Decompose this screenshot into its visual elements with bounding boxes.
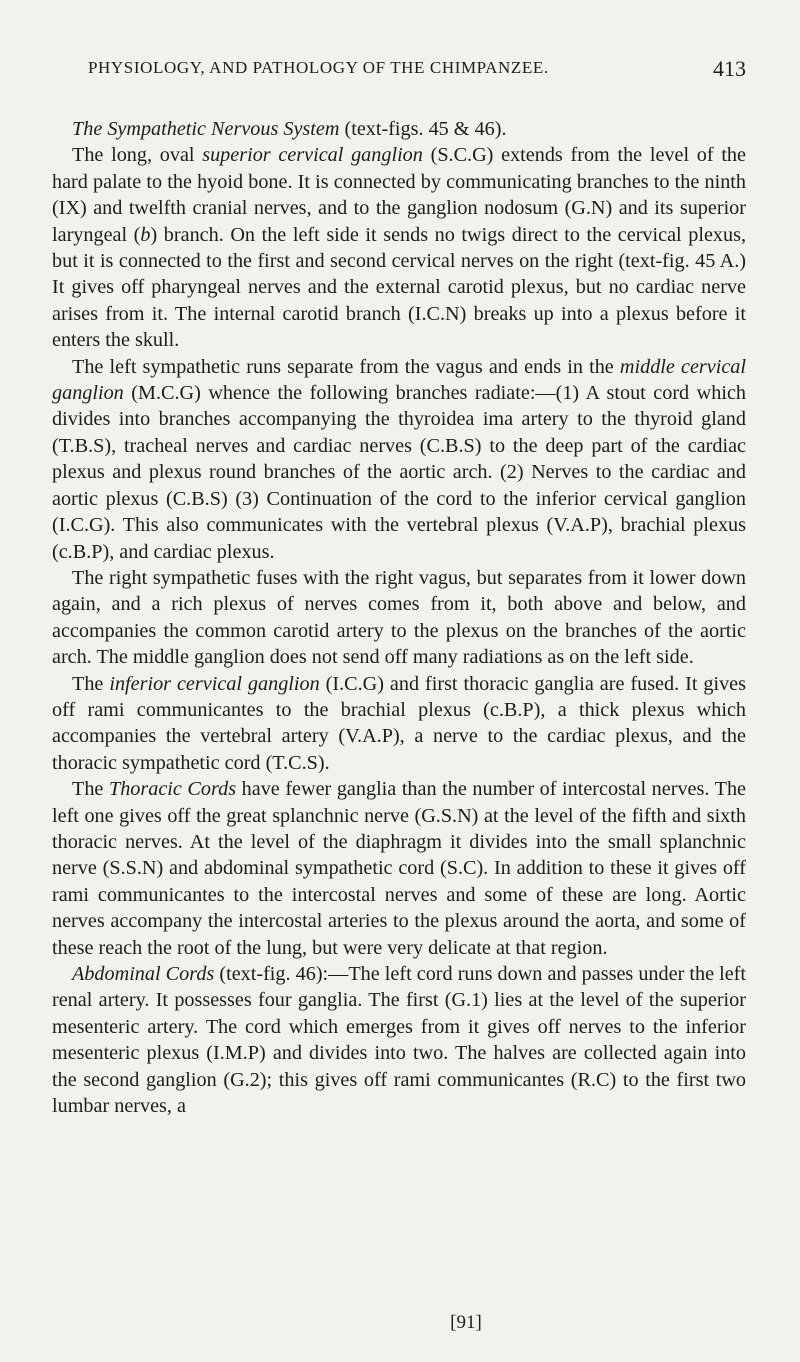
term-b: b (140, 223, 151, 246)
page-number: 413 (713, 56, 746, 81)
paragraph-superior-cervical-ganglion: The long, oval superior cervical ganglion (S.C.G) extends from the level of the hard palate to the hyoid bone. It is connected by communicating branches to the ninth (IX) and twelfth cranial nerves, and to the ganglion nodosum (G.N) and its superior laryngeal (b) branch. On the left side it sends no twigs direct to the cervical plexus, but it is connected to the first and second cervical nerves on the right (text-fig. 45 A.) It gives off pharyngeal nerves and the external carotid plexus, but no cardiac nerve arises from it. The internal carotid branch (I.C.N) breaks up into a plexus before it enters the skull. (52, 144, 746, 352)
paragraph-thoracic-cords: The Thoracic Cords have fewer ganglia than the number of intercostal nerves. The left one gives off the great splanchnic nerve (G.S.N) at the level of the fifth and sixth thoracic nerves. At the level of the diaphragm it divides into the small splanchnic nerve (S.S.N) and abdominal sympathetic cord (S.C). In addition to these it gives off rami communicantes to the intercostal nerves and some of these are long. Aortic nerves accompany the intercostal arteries to the plexus around the aorta, and some of these reach the root of the lung, but were very delicate at that region. (52, 778, 747, 959)
body-text (52, 116, 746, 1119)
section-heading (52, 116, 746, 142)
term-superior-cervical-ganglion: superior cervical ganglion (202, 144, 423, 167)
term-middle-cervical-ganglion: middle cervical ganglion (52, 355, 746, 405)
paragraph-abdominal-cords: Abdominal Cords (text-fig. 46):—The left cord runs down and passes under the left renal artery. It possesses four ganglia. The first (G.1) lies at the level of the superior mesenteric artery. The cord which emerges from it gives off nerves to the inferior mesenteric plexus (I.M.P) and divides into two. The halves are collected again into the second ganglion (G.2); this gives off rami communicantes (R.C) to the first two lumbar nerves, a (52, 963, 747, 1118)
running-head (52, 58, 746, 92)
term-thoracic-cords: Thoracic Cords (108, 778, 237, 801)
term-abdominal-cords: Abdominal Cords (72, 963, 215, 985)
running-title: PHYSIOLOGY, AND PATHOLOGY OF THE CHIMPANZEE. (88, 58, 549, 77)
paragraph-inferior-cervical-ganglion: The inferior cervical ganglion (I.C.G) and first thoracic ganglia are fused. It gives off rami communicantes to the brachial plexus (c.B.P), a thick plexus which accompanies the vertebral artery (V.A.P), a nerve to the cardiac plexus, and the thoracic sympathetic cord (T.C.S). (52, 672, 746, 774)
section-heading-title: The Sympathetic Nervous System (72, 118, 340, 140)
section-heading-figref: (text-figs. 45 & 46). (339, 118, 507, 140)
page-footer (0, 1312, 800, 1334)
book-page (52, 58, 746, 1119)
paragraph-right-sympathetic: The right sympathetic fuses with the right vagus, but separates from it lower down again, and a rich plexus of nerves comes from it, both above and below, and accompanies the common carotid artery to the plexus on the branches of the aortic arch. The middle ganglion does not send off many radiations as on the left side. (52, 566, 746, 669)
term-inferior-cervical-ganglion: inferior cervical ganglion (109, 672, 320, 695)
signature-mark: [91] (450, 1312, 482, 1333)
paragraph-middle-cervical-ganglion: The left sympathetic runs separate from the vagus and ends in the middle cervical ganglion (M.C.G) whence the following branches radiate:—(1) A stout cord which divides into branches accompanying the thyroidea ima artery to the thyroid gland (T.B.S), tracheal nerves and cardiac nerves (C.B.S) to the deep part of the cardiac plexus and plexus round branches of the aortic arch. (2) Nerves to the cardiac and aortic plexus (C.B.S) (3) Continuation of the cord to the inferior cervical ganglion (I.C.G). This also communicates with the vertebral plexus (V.A.P), brachial plexus (c.B.P), and cardiac plexus. (52, 355, 746, 563)
